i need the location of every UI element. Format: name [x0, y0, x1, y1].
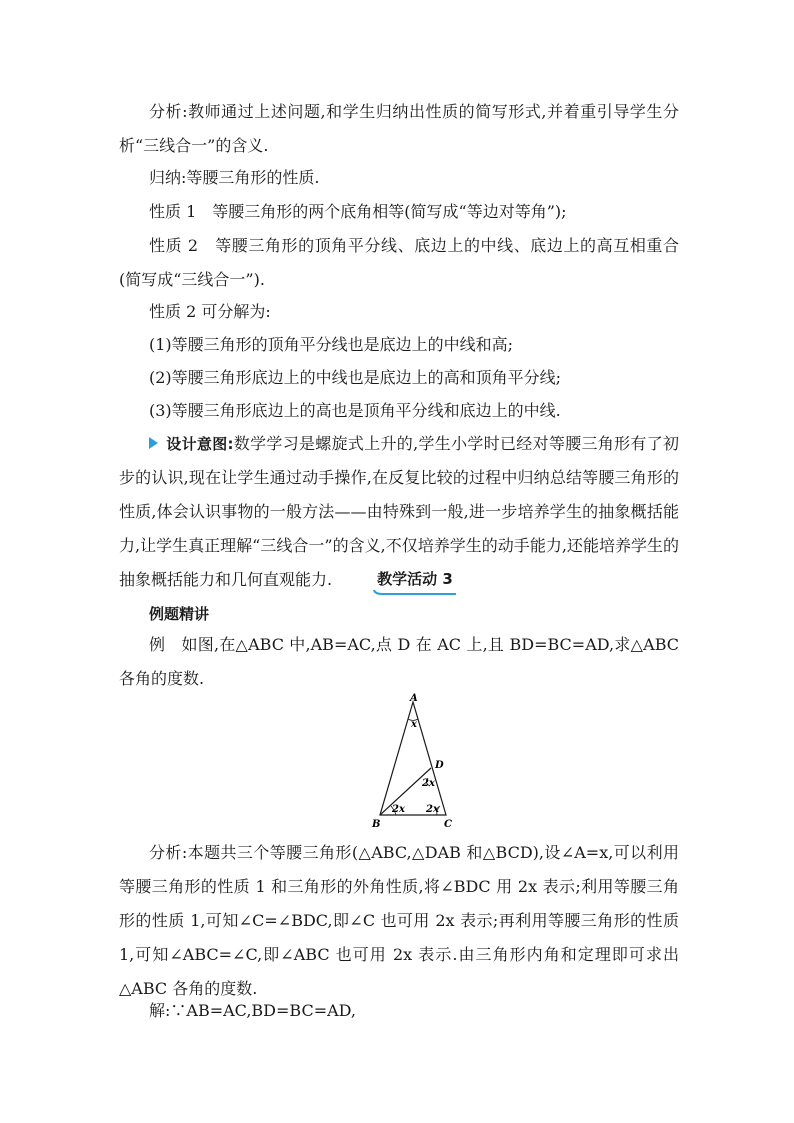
analysis-paragraph-2: 分析:本题共三个等腰三角形(△ABC,△DAB 和△BCD),设∠A=x,可以利用等腰三角形的性质 1 和三角形的外角性质,将∠BDC 用 2x 表示;利用等腰三角形的性质 1,可知∠C=∠BDC,即∠C 也可用 2x 表示;再利用等腰三角形的性质 1,可知∠ABC=∠C,即∠ABC 也可用 2x 表示.由三角形内角和定理即可求出△ABC 各角的度数.: [119, 843, 679, 998]
example-heading: 例题精讲: [149, 605, 210, 623]
property-2-paragraph: 性质 2 等腰三角形的顶角平分线、底边上的中线、底边上的高互相重合(简写成“三线合一”).: [119, 236, 679, 289]
design-intent-label: 设计意图:: [166, 435, 234, 453]
vertex-label-c: C: [444, 819, 452, 830]
angle-label-c: 2x: [426, 804, 439, 815]
property-2-decomposition: 性质 2 可分解为:: [149, 302, 271, 321]
example-problem: 例 如图,在△ABC 中,AB=AC,点 D 在 AC 上,且 BD=BC=AD,求△ABC 各角的度数.: [119, 635, 679, 688]
activity-heading: [372, 565, 458, 595]
activity-heading-text: 教学活动 3: [377, 570, 453, 588]
heading-underline-icon: [372, 588, 458, 596]
solution-line: 解:∵AB=AC,BD=BC=AD,: [149, 1001, 357, 1020]
list-item: (1)等腰三角形的顶角平分线也是底边上的中线和高;: [149, 335, 514, 354]
angle-label-b: 2x: [392, 804, 405, 815]
summary-line: 归纳:等腰三角形的性质.: [149, 168, 320, 187]
property-1-line: 性质 1 等腰三角形的两个底角相等(简写成“等边对等角”);: [149, 202, 567, 221]
triangle-diagram: [366, 690, 466, 832]
analysis-paragraph-1: 分析:教师通过上述问题,和学生归纳出性质的简写形式,并着重引导学生分析“三线合一”的含义.: [119, 102, 679, 155]
triangle-figure: [366, 690, 466, 832]
vertex-label-d: D: [435, 760, 444, 771]
angle-label-d: 2x: [422, 778, 435, 789]
triangle-bullet-icon: [149, 437, 158, 449]
angle-label-a: x: [411, 719, 417, 730]
list-item: (2)等腰三角形底边上的中线也是底边上的高和顶角平分线;: [149, 368, 562, 387]
list-item: (3)等腰三角形底边上的高也是顶角平分线和底边上的中线.: [149, 401, 561, 420]
design-intent-text: 数学学习是螺旋式上升的,学生小学时已经对等腰三角形有了初步的认识,现在让学生通过动手操作,在反复比较的过程中归纳总结等腰三角形的性质,体会认识事物的一般方法——由特殊到一般,进一步培养学生的抽象概括能力,让学生真正理解“三线合一”的含义,不仅培养学生的动手能力,还能培养学生的抽象概括能力和几何直观能力.: [119, 434, 679, 589]
vertex-label-b: B: [372, 819, 381, 830]
vertex-label-a: A: [410, 693, 418, 704]
